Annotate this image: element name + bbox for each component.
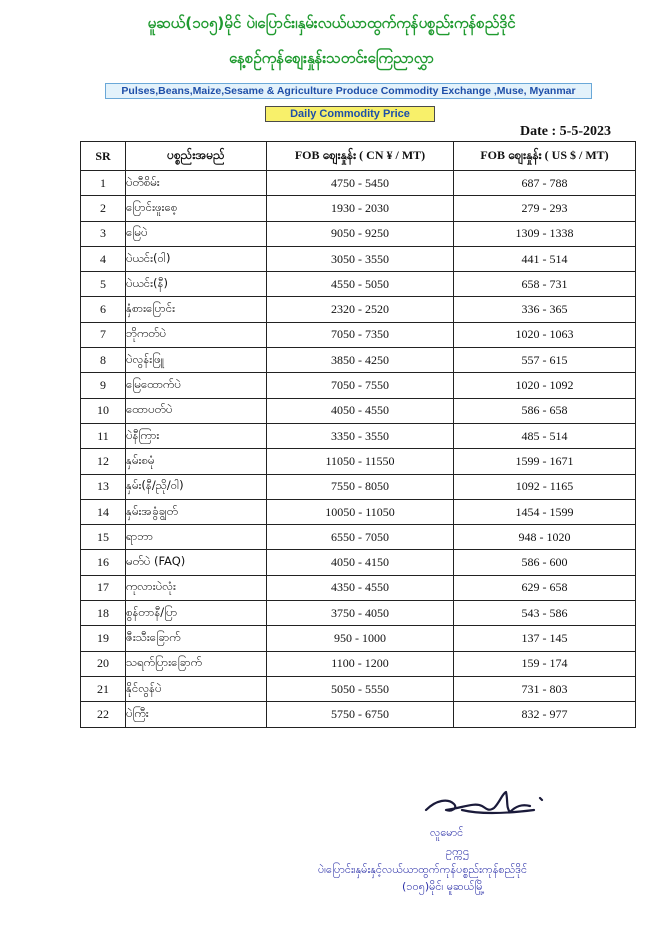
item-name-cell: ထောပတ်ပဲ (126, 398, 267, 423)
price-cny-cell: 4750 - 5450 (267, 171, 454, 196)
price-cny-cell: 5750 - 6750 (267, 702, 454, 727)
table-row (81, 246, 636, 271)
price-cny-cell: 7050 - 7550 (267, 373, 454, 398)
price-cny-cell: 7550 - 8050 (267, 474, 454, 499)
signature-name: လူမောင် (430, 826, 464, 839)
signature-location: (၁၀၅)မိုင်၊ မူဆယ်မြို့ (402, 880, 485, 893)
price-usd-cell: 1020 - 1092 (454, 373, 636, 398)
price-cny-cell: 9050 - 9250 (267, 221, 454, 246)
price-table-header-row (81, 142, 636, 171)
price-cny-cell: 1930 - 2030 (267, 196, 454, 221)
price-usd-cell: 159 - 174 (454, 651, 636, 676)
document-title-line2: နေ့စဉ်ကုန်စျေးနှုန်းသတင်းကြေညာလွှာ (229, 49, 434, 67)
row-sr-cell: 7 (81, 322, 126, 347)
row-sr-cell: 9 (81, 373, 126, 398)
row-sr-cell: 13 (81, 474, 126, 499)
item-name-cell: သရက်ပြားခြောက် (126, 651, 267, 676)
row-sr-cell: 5 (81, 272, 126, 297)
price-cny-cell: 4550 - 5050 (267, 272, 454, 297)
row-sr-cell: 14 (81, 499, 126, 524)
item-name-cell: နှမ်းစမုံ (126, 449, 267, 474)
price-usd-cell: 336 - 365 (454, 297, 636, 322)
row-sr-cell: 17 (81, 575, 126, 600)
item-name-cell: ပဲတီစိမ်း (126, 171, 267, 196)
price-usd-cell: 658 - 731 (454, 272, 636, 297)
table-row (81, 322, 636, 347)
table-row (81, 297, 636, 322)
item-name-cell: ပဲယင်း(ဝါ) (126, 246, 267, 271)
price-usd-cell: 557 - 615 (454, 348, 636, 373)
table-row (81, 221, 636, 246)
row-sr-cell: 8 (81, 348, 126, 373)
table-row (81, 702, 636, 727)
price-table (80, 141, 636, 728)
item-name-cell: နှံစားပြောင်း (126, 297, 267, 322)
table-row (81, 423, 636, 448)
column-header-item-name: ပစ္စည်းအမည် (126, 142, 267, 171)
item-name-cell: မြေပဲ (126, 221, 267, 246)
row-sr-cell: 4 (81, 246, 126, 271)
item-name-cell: ရာဘာ (126, 525, 267, 550)
price-cny-cell: 950 - 1000 (267, 626, 454, 651)
price-usd-cell: 279 - 293 (454, 196, 636, 221)
signature-organization: ပဲ၊ပြောင်း၊နှမ်းနှင့်လယ်ယာထွက်ကုန်ပစ္စည်းကုန်စည်ဒိုင် (318, 863, 528, 876)
table-row (81, 575, 636, 600)
row-sr-cell: 2 (81, 196, 126, 221)
signature-title: ဥက္ကဌ (446, 845, 469, 858)
price-cny-cell: 5050 - 5550 (267, 676, 454, 701)
item-name-cell: ပြောင်းဖူးစေ့ (126, 196, 267, 221)
price-usd-cell: 441 - 514 (454, 246, 636, 271)
column-header-sr: SR (81, 142, 126, 171)
price-cny-cell: 4050 - 4150 (267, 550, 454, 575)
price-usd-cell: 586 - 600 (454, 550, 636, 575)
row-sr-cell: 11 (81, 423, 126, 448)
row-sr-cell: 10 (81, 398, 126, 423)
signature-mark (422, 786, 552, 820)
row-sr-cell: 16 (81, 550, 126, 575)
item-name-cell: ပဲကြီး (126, 702, 267, 727)
price-cny-cell: 6550 - 7050 (267, 525, 454, 550)
price-cny-cell: 7050 - 7350 (267, 322, 454, 347)
column-header-price-usd: FOB စျေးနှုန်း ( US $ / MT) (454, 142, 636, 171)
item-name-cell: နိုင်လွန်ပဲ (126, 676, 267, 701)
table-row (81, 651, 636, 676)
price-usd-cell: 1020 - 1063 (454, 322, 636, 347)
price-usd-cell: 1092 - 1165 (454, 474, 636, 499)
price-usd-cell: 629 - 658 (454, 575, 636, 600)
price-cny-cell: 3750 - 4050 (267, 601, 454, 626)
document-title-line1: မူဆယ်(၁၀၅)မိုင် ပဲ၊ပြောင်း၊နှမ်းလယ်ယာထွက်ကုန်ပစ္စည်းကုန်စည်ဒိုင် (147, 14, 516, 32)
table-row (81, 525, 636, 550)
price-usd-cell: 586 - 658 (454, 398, 636, 423)
price-cny-cell: 2320 - 2520 (267, 297, 454, 322)
price-usd-cell: 543 - 586 (454, 601, 636, 626)
price-usd-cell: 1309 - 1338 (454, 221, 636, 246)
table-row (81, 676, 636, 701)
item-name-cell: နှမ်းအခွံချွတ် (126, 499, 267, 524)
item-name-cell: ပဲယင်း(နီ) (126, 272, 267, 297)
row-sr-cell: 22 (81, 702, 126, 727)
item-name-cell: ဇီးသီးခြောက် (126, 626, 267, 651)
price-cny-cell: 11050 - 11550 (267, 449, 454, 474)
daily-commodity-price-banner: Daily Commodity Price (265, 106, 435, 122)
item-name-cell: နှမ်း(နီ/ညို/ဝါ) (126, 474, 267, 499)
price-usd-cell: 687 - 788 (454, 171, 636, 196)
table-row (81, 171, 636, 196)
price-cny-cell: 4050 - 4550 (267, 398, 454, 423)
item-name-cell: ကုလားပဲလုံး (126, 575, 267, 600)
table-row (81, 373, 636, 398)
item-name-cell: မြေထောက်ပဲ (126, 373, 267, 398)
table-row (81, 398, 636, 423)
row-sr-cell: 12 (81, 449, 126, 474)
price-usd-cell: 137 - 145 (454, 626, 636, 651)
item-name-cell: ဘိုကတ်ပဲ (126, 322, 267, 347)
table-row (81, 550, 636, 575)
table-row (81, 272, 636, 297)
price-usd-cell: 1454 - 1599 (454, 499, 636, 524)
column-header-price-cny: FOB စျေးနှုန်း ( CN ¥ / MT) (267, 142, 454, 171)
english-title-banner: Pulses,Beans,Maize,Sesame & Agriculture Produce Commodity Exchange ,Muse, Myanmar (105, 83, 592, 99)
item-name-cell: စွန်တာနီ/ပြာ (126, 601, 267, 626)
row-sr-cell: 21 (81, 676, 126, 701)
row-sr-cell: 20 (81, 651, 126, 676)
row-sr-cell: 19 (81, 626, 126, 651)
table-row (81, 499, 636, 524)
table-row (81, 348, 636, 373)
row-sr-cell: 15 (81, 525, 126, 550)
table-row (81, 626, 636, 651)
price-cny-cell: 3850 - 4250 (267, 348, 454, 373)
document-date: Date : 5-5-2023 (520, 124, 611, 139)
price-cny-cell: 1100 - 1200 (267, 651, 454, 676)
price-cny-cell: 3350 - 3550 (267, 423, 454, 448)
price-usd-cell: 485 - 514 (454, 423, 636, 448)
price-cny-cell: 10050 - 11050 (267, 499, 454, 524)
row-sr-cell: 6 (81, 297, 126, 322)
price-usd-cell: 1599 - 1671 (454, 449, 636, 474)
row-sr-cell: 18 (81, 601, 126, 626)
table-row (81, 601, 636, 626)
price-usd-cell: 832 - 977 (454, 702, 636, 727)
price-usd-cell: 731 - 803 (454, 676, 636, 701)
price-cny-cell: 3050 - 3550 (267, 246, 454, 271)
item-name-cell: ပဲလွန်းဖြူ (126, 348, 267, 373)
price-usd-cell: 948 - 1020 (454, 525, 636, 550)
row-sr-cell: 1 (81, 171, 126, 196)
price-cny-cell: 4350 - 4550 (267, 575, 454, 600)
table-row (81, 474, 636, 499)
item-name-cell: ပဲနီကြား (126, 423, 267, 448)
row-sr-cell: 3 (81, 221, 126, 246)
table-row (81, 449, 636, 474)
table-row (81, 196, 636, 221)
item-name-cell: မတ်ပဲ (FAQ) (126, 550, 267, 575)
